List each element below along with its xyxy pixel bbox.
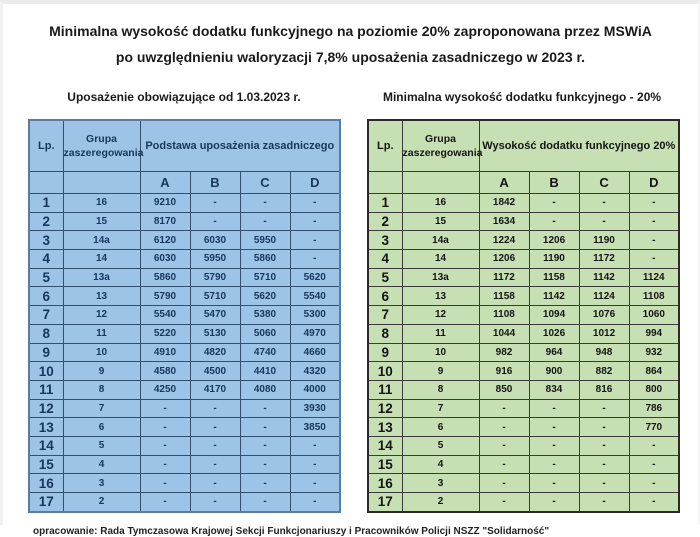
cell-b: - <box>529 212 579 231</box>
cell-a: - <box>479 418 529 437</box>
cell-b: 4820 <box>190 343 240 362</box>
cell-group: 7 <box>402 399 479 418</box>
cell-lp: 7 <box>29 306 63 325</box>
cell-group: 6 <box>63 418 140 437</box>
empty-header-cell <box>368 172 402 194</box>
cell-c: 5950 <box>240 231 290 250</box>
cell-d: 4660 <box>290 343 340 362</box>
cell-a: 5220 <box>140 324 190 343</box>
cell-b: - <box>529 474 579 493</box>
cell-d: 3850 <box>290 418 340 437</box>
cell-group: 14 <box>402 250 479 269</box>
cell-b: - <box>529 194 579 213</box>
cell-c: 1076 <box>579 306 629 325</box>
cell-a: - <box>140 455 190 474</box>
cell-group: 14a <box>402 231 479 250</box>
cell-group: 14a <box>63 231 140 250</box>
cell-c: 4410 <box>240 362 290 381</box>
cell-c: - <box>240 455 290 474</box>
cell-c: 948 <box>579 343 629 362</box>
cell-lp: 10 <box>368 362 402 381</box>
cell-b: - <box>190 194 240 213</box>
table-row <box>29 418 340 437</box>
table-row <box>368 231 679 250</box>
cell-lp: 11 <box>368 380 402 399</box>
salary-base-table-body <box>29 194 340 512</box>
col-header-a: A <box>140 172 190 194</box>
cell-lp: 14 <box>368 436 402 455</box>
cell-d: 5300 <box>290 306 340 325</box>
cell-lp: 15 <box>368 455 402 474</box>
cell-d: 994 <box>629 324 679 343</box>
cell-group: 13 <box>63 287 140 306</box>
table-row <box>29 212 340 231</box>
cell-lp: 3 <box>368 231 402 250</box>
cell-d: - <box>629 474 679 493</box>
cell-d: 1124 <box>629 268 679 287</box>
cell-group: 4 <box>402 455 479 474</box>
cell-lp: 3 <box>29 231 63 250</box>
table-row <box>368 268 679 287</box>
cell-a: - <box>479 474 529 493</box>
table-row <box>368 455 679 474</box>
col-header-c: C <box>579 172 629 194</box>
page-title <box>3 18 698 70</box>
cell-c: - <box>579 493 629 512</box>
cell-a: 4910 <box>140 343 190 362</box>
cell-group: 5 <box>63 436 140 455</box>
cell-b: 964 <box>529 343 579 362</box>
cell-b: - <box>190 212 240 231</box>
cell-group: 13 <box>402 287 479 306</box>
cell-d: 4320 <box>290 362 340 381</box>
cell-d: - <box>290 250 340 269</box>
cell-a: 5790 <box>140 287 190 306</box>
cell-a: 916 <box>479 362 529 381</box>
cell-group: 10 <box>402 343 479 362</box>
cell-c: - <box>579 418 629 437</box>
cell-d: - <box>290 212 340 231</box>
cell-group: 9 <box>63 362 140 381</box>
cell-c: - <box>240 436 290 455</box>
cell-c: - <box>579 212 629 231</box>
cell-c: - <box>579 436 629 455</box>
table-row <box>29 362 340 381</box>
col-header-group: Grupa zaszeregowania <box>402 120 479 172</box>
cell-a: 6030 <box>140 250 190 269</box>
header-row-main <box>368 120 679 172</box>
cell-lp: 2 <box>29 212 63 231</box>
table-row <box>368 399 679 418</box>
cell-c: 1012 <box>579 324 629 343</box>
cell-c: 5710 <box>240 268 290 287</box>
cell-lp: 6 <box>29 287 63 306</box>
cell-d: - <box>290 194 340 213</box>
cell-d: - <box>629 250 679 269</box>
table-row <box>368 362 679 381</box>
cell-a: - <box>140 474 190 493</box>
cell-d: 5620 <box>290 268 340 287</box>
cell-lp: 17 <box>29 493 63 512</box>
table-row <box>29 455 340 474</box>
cell-c: 5380 <box>240 306 290 325</box>
cell-group: 9 <box>402 362 479 381</box>
table-row <box>368 287 679 306</box>
cell-group: 14 <box>63 250 140 269</box>
cell-group: 13a <box>402 268 479 287</box>
table-row <box>368 324 679 343</box>
cell-lp: 1 <box>29 194 63 213</box>
header-row-main <box>29 120 340 172</box>
cell-b: 5790 <box>190 268 240 287</box>
cell-d: - <box>290 231 340 250</box>
cell-a: 1158 <box>479 287 529 306</box>
cell-lp: 8 <box>368 324 402 343</box>
cell-group: 3 <box>63 474 140 493</box>
cell-a: - <box>479 436 529 455</box>
cell-b: - <box>190 455 240 474</box>
cell-b: 834 <box>529 380 579 399</box>
col-header-b: B <box>529 172 579 194</box>
cell-group: 12 <box>63 306 140 325</box>
header-row-abcd <box>368 172 679 194</box>
cell-lp: 2 <box>368 212 402 231</box>
cell-b: 900 <box>529 362 579 381</box>
cell-d: 864 <box>629 362 679 381</box>
table-row <box>29 380 340 399</box>
cell-b: 1158 <box>529 268 579 287</box>
empty-header-cell <box>402 172 479 194</box>
cell-group: 16 <box>63 194 140 213</box>
table-row <box>29 493 340 512</box>
table-row <box>368 380 679 399</box>
col-header-a: A <box>479 172 529 194</box>
cell-c: 1172 <box>579 250 629 269</box>
cell-a: - <box>479 399 529 418</box>
cell-a: 1634 <box>479 212 529 231</box>
table-row <box>29 399 340 418</box>
cell-c: - <box>240 194 290 213</box>
cell-b: - <box>529 436 579 455</box>
table-row <box>368 306 679 325</box>
cell-b: 4500 <box>190 362 240 381</box>
cell-a: 1842 <box>479 194 529 213</box>
col-header-d: D <box>629 172 679 194</box>
cell-b: 1094 <box>529 306 579 325</box>
cell-lp: 8 <box>29 324 63 343</box>
cell-a: - <box>140 493 190 512</box>
cell-lp: 1 <box>368 194 402 213</box>
cell-c: - <box>240 493 290 512</box>
cell-group: 12 <box>402 306 479 325</box>
cell-lp: 13 <box>29 418 63 437</box>
cell-b: 1026 <box>529 324 579 343</box>
cell-c: - <box>579 455 629 474</box>
cell-d: - <box>629 212 679 231</box>
cell-lp: 7 <box>368 306 402 325</box>
cell-a: 9210 <box>140 194 190 213</box>
cell-a: - <box>479 493 529 512</box>
cell-d: 5540 <box>290 287 340 306</box>
cell-b: - <box>190 474 240 493</box>
cell-lp: 16 <box>368 474 402 493</box>
cell-b: - <box>190 418 240 437</box>
cell-a: 6120 <box>140 231 190 250</box>
title-line-1: Minimalna wysokość dodatku funkcyjnego na poziomie 20% zaproponowana przez MSWiA <box>49 23 652 39</box>
cell-b: - <box>529 455 579 474</box>
cell-b: - <box>529 399 579 418</box>
salary-base-table-head <box>29 120 340 194</box>
cell-a: 850 <box>479 380 529 399</box>
cell-a: - <box>140 418 190 437</box>
cell-group: 3 <box>402 474 479 493</box>
allowance-table-body <box>368 194 679 512</box>
cell-a: 5860 <box>140 268 190 287</box>
cell-b: - <box>190 436 240 455</box>
empty-header-cell <box>63 172 140 194</box>
col-header-group: Grupa zaszeregowania <box>63 120 140 172</box>
cell-lp: 9 <box>29 343 63 362</box>
cell-group: 8 <box>63 380 140 399</box>
cell-d: - <box>629 194 679 213</box>
cell-b: 5950 <box>190 250 240 269</box>
salary-base-table <box>28 119 341 513</box>
cell-lp: 5 <box>368 268 402 287</box>
cell-d: - <box>290 493 340 512</box>
cell-d: - <box>290 455 340 474</box>
cell-lp: 4 <box>29 250 63 269</box>
cell-d: 4970 <box>290 324 340 343</box>
cell-a: - <box>140 399 190 418</box>
cell-b: 1142 <box>529 287 579 306</box>
cell-group: 15 <box>63 212 140 231</box>
subtitle-row <box>3 90 698 104</box>
col-header-b: B <box>190 172 240 194</box>
cell-c: - <box>240 418 290 437</box>
table-row <box>29 474 340 493</box>
col-header-lp: Lp. <box>368 120 402 172</box>
cell-group: 7 <box>63 399 140 418</box>
allowance-table-head <box>368 120 679 194</box>
cell-d: - <box>629 436 679 455</box>
cell-b: - <box>190 493 240 512</box>
cell-group: 4 <box>63 455 140 474</box>
cell-lp: 13 <box>368 418 402 437</box>
cell-d: - <box>629 455 679 474</box>
cell-group: 5 <box>402 436 479 455</box>
cell-c: - <box>240 212 290 231</box>
cell-a: 1044 <box>479 324 529 343</box>
cell-lp: 9 <box>368 343 402 362</box>
cell-a: 1108 <box>479 306 529 325</box>
cell-d: 932 <box>629 343 679 362</box>
cell-a: 4250 <box>140 380 190 399</box>
cell-c: 1124 <box>579 287 629 306</box>
cell-b: - <box>190 399 240 418</box>
left-table-subtitle: Uposażenie obowiązujące od 1.03.2023 r. <box>67 90 301 104</box>
cell-d: - <box>290 436 340 455</box>
cell-lp: 15 <box>29 455 63 474</box>
cell-d: 1108 <box>629 287 679 306</box>
cell-b: - <box>529 418 579 437</box>
cell-c: 1190 <box>579 231 629 250</box>
cell-a: 1172 <box>479 268 529 287</box>
cell-lp: 5 <box>29 268 63 287</box>
cell-a: 982 <box>479 343 529 362</box>
cell-a: 1206 <box>479 250 529 269</box>
cell-b: 1206 <box>529 231 579 250</box>
table-row <box>29 343 340 362</box>
col-header-c: C <box>240 172 290 194</box>
cell-c: 1142 <box>579 268 629 287</box>
cell-group: 11 <box>402 324 479 343</box>
cell-a: 8170 <box>140 212 190 231</box>
cell-b: 5470 <box>190 306 240 325</box>
cell-lp: 6 <box>368 287 402 306</box>
cell-group: 11 <box>63 324 140 343</box>
cell-d: 1060 <box>629 306 679 325</box>
cell-c: - <box>240 399 290 418</box>
col-header-lp: Lp. <box>29 120 63 172</box>
cell-c: - <box>579 399 629 418</box>
table-row <box>29 306 340 325</box>
cell-lp: 4 <box>368 250 402 269</box>
empty-header-cell <box>29 172 63 194</box>
cell-lp: 12 <box>368 399 402 418</box>
cell-b: 5130 <box>190 324 240 343</box>
cell-group: 2 <box>402 493 479 512</box>
cell-c: 882 <box>579 362 629 381</box>
cell-b: 1190 <box>529 250 579 269</box>
cell-b: 5710 <box>190 287 240 306</box>
table-row <box>29 250 340 269</box>
credit-line: opracowanie: Rada Tymczasowa Krajowej Sekcji Funkcjonariuszy i Pracowników Policji NSZZ "Solidarność" <box>33 525 550 537</box>
cell-d: - <box>629 231 679 250</box>
cell-group: 6 <box>402 418 479 437</box>
title-line-2: po uwzględnieniu waloryzacji 7,8% uposażenia zasadniczego w 2023 r. <box>115 49 586 65</box>
cell-group: 16 <box>402 194 479 213</box>
cell-group: 15 <box>402 212 479 231</box>
cell-d: 786 <box>629 399 679 418</box>
cell-lp: 14 <box>29 436 63 455</box>
cell-group: 10 <box>63 343 140 362</box>
table-row <box>368 418 679 437</box>
cell-c: - <box>240 474 290 493</box>
table-row <box>29 324 340 343</box>
cell-d: - <box>629 493 679 512</box>
cell-a: 5540 <box>140 306 190 325</box>
table-row <box>368 436 679 455</box>
col-header-span: Wysokość dodatku funkcyjnego 20% <box>479 120 679 172</box>
table-row <box>368 194 679 213</box>
table-row <box>29 436 340 455</box>
cell-d: 770 <box>629 418 679 437</box>
table-row <box>29 287 340 306</box>
table-row <box>29 194 340 213</box>
col-header-span: Podstawa uposażenia zasadniczego <box>140 120 340 172</box>
table-row <box>368 343 679 362</box>
table-row <box>368 474 679 493</box>
cell-lp: 16 <box>29 474 63 493</box>
table-row <box>368 493 679 512</box>
cell-a: 4580 <box>140 362 190 381</box>
cell-d: - <box>290 474 340 493</box>
cell-lp: 12 <box>29 399 63 418</box>
cell-c: - <box>579 474 629 493</box>
table-row <box>368 250 679 269</box>
table-row <box>29 231 340 250</box>
cell-c: 5860 <box>240 250 290 269</box>
header-row-abcd <box>29 172 340 194</box>
cell-a: 1224 <box>479 231 529 250</box>
cell-b: 6030 <box>190 231 240 250</box>
tables-container <box>3 119 698 513</box>
cell-d: 3930 <box>290 399 340 418</box>
cell-c: 5060 <box>240 324 290 343</box>
cell-lp: 11 <box>29 380 63 399</box>
cell-lp: 17 <box>368 493 402 512</box>
cell-group: 2 <box>63 493 140 512</box>
cell-c: 4740 <box>240 343 290 362</box>
cell-b: - <box>529 493 579 512</box>
cell-c: 4080 <box>240 380 290 399</box>
cell-a: - <box>140 436 190 455</box>
right-table-subtitle: Minimalna wysokość dodatku funkcyjnego - 20% <box>382 90 662 104</box>
cell-d: 800 <box>629 380 679 399</box>
cell-group: 8 <box>402 380 479 399</box>
cell-d: 4000 <box>290 380 340 399</box>
col-header-d: D <box>290 172 340 194</box>
cell-b: 4170 <box>190 380 240 399</box>
cell-c: 5620 <box>240 287 290 306</box>
cell-c: - <box>579 194 629 213</box>
table-row <box>368 212 679 231</box>
allowance-table <box>367 119 680 513</box>
cell-group: 13a <box>63 268 140 287</box>
cell-a: - <box>479 455 529 474</box>
cell-c: 816 <box>579 380 629 399</box>
cell-lp: 10 <box>29 362 63 381</box>
table-row <box>29 268 340 287</box>
